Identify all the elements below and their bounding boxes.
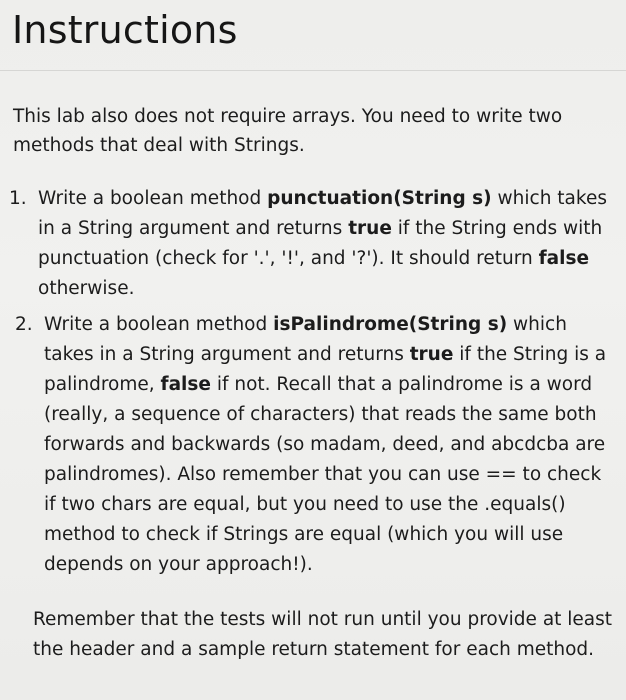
task-text-segment: Write a boolean method: [44, 314, 274, 335]
keyword-true: true: [348, 218, 392, 239]
keyword-true: true: [409, 344, 454, 365]
intro-paragraph: This lab also does not require arrays. You need to write two methods that deal with Strings.: [13, 106, 563, 156]
task-text-segment: Write a boolean method: [38, 188, 268, 209]
method-signature-punctuation: punctuation(String s): [267, 188, 492, 209]
task-text-segment: if not. Recall that a palindrome is a word (really, a sequence of characters) that reads the same both forwards and backwards (so madam, deed, and abcdcba are palindromes). Also remember that you can use == to check if two chars are equal, but you need to use the .equals() method to check if Strings are equal (which you will use depends on your approach!).: [44, 374, 606, 575]
task-text-segment: if the String ends with punctuation (check for '.', '!', and '?'). It should return: [38, 218, 603, 269]
method-signature-is-palindrome: isPalindrome(String s): [273, 314, 508, 335]
task-number: 1.: [9, 188, 27, 209]
closing-paragraph: Remember that the tests will not run until you provide at least the header and a sample return statement for each method.: [33, 609, 613, 660]
task-list: [0, 184, 626, 580]
instructions-header: [0, 0, 626, 71]
task-item-is-palindrome: [0, 310, 626, 580]
keyword-false: false: [160, 374, 211, 395]
task-text-segment: if the String is a palindrome,: [44, 344, 607, 395]
page-title: Instructions: [12, 8, 238, 52]
task-number: 2.: [15, 314, 33, 335]
task-text: [44, 310, 618, 580]
task-item-punctuation: [0, 184, 626, 304]
keyword-false: false: [538, 248, 590, 269]
task-text: [38, 184, 618, 304]
task-text-segment: which takes in a String argument and returns: [38, 188, 607, 239]
task-text-segment: which takes in a String argument and returns: [44, 314, 567, 365]
task-text-segment: otherwise.: [38, 278, 135, 299]
